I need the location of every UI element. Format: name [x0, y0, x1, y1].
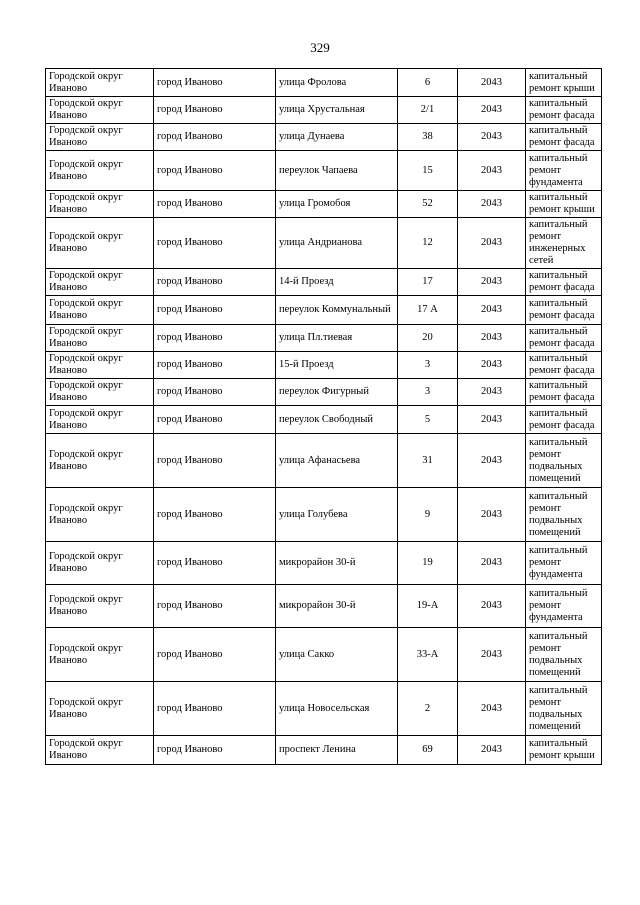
table-row: [46, 191, 602, 218]
work-type-cell: капитальный ремонт фундамента: [526, 585, 602, 628]
work-type-cell: капитальный ремонт инженерных сетей: [526, 218, 602, 269]
city-cell: город Иваново: [154, 269, 276, 296]
city-cell: город Иваново: [154, 379, 276, 406]
work-type-cell: капитальный ремонт фасада: [526, 406, 602, 434]
year-cell: 2043: [458, 191, 526, 218]
table-row: [46, 218, 602, 269]
street-cell: улица Голубева: [276, 488, 398, 542]
work-type-cell: капитальный ремонт фасада: [526, 325, 602, 352]
district-cell: Городской округ Иваново: [46, 736, 154, 765]
street-cell: улица Пл.тиевая: [276, 325, 398, 352]
year-cell: 2043: [458, 434, 526, 488]
district-cell: Городской округ Иваново: [46, 97, 154, 124]
street-cell: 15-й Проезд: [276, 352, 398, 379]
house-number-cell: 12: [398, 218, 458, 269]
street-cell: микрорайон 30-й: [276, 542, 398, 585]
table-row: [46, 269, 602, 296]
house-number-cell: 38: [398, 124, 458, 151]
city-cell: город Иваново: [154, 488, 276, 542]
district-cell: Городской округ Иваново: [46, 296, 154, 325]
district-cell: Городской округ Иваново: [46, 124, 154, 151]
house-number-cell: 6: [398, 69, 458, 97]
house-number-cell: 31: [398, 434, 458, 488]
table-row: [46, 69, 602, 97]
year-cell: 2043: [458, 406, 526, 434]
city-cell: город Иваново: [154, 434, 276, 488]
city-cell: город Иваново: [154, 682, 276, 736]
street-cell: улица Хрустальная: [276, 97, 398, 124]
city-cell: город Иваново: [154, 736, 276, 765]
table-row: [46, 542, 602, 585]
street-cell: улица Сакко: [276, 628, 398, 682]
city-cell: город Иваново: [154, 352, 276, 379]
table-row: [46, 325, 602, 352]
city-cell: город Иваново: [154, 191, 276, 218]
table-row: [46, 124, 602, 151]
year-cell: 2043: [458, 736, 526, 765]
year-cell: 2043: [458, 97, 526, 124]
city-cell: город Иваново: [154, 296, 276, 325]
table-row: [46, 406, 602, 434]
year-cell: 2043: [458, 488, 526, 542]
street-cell: улица Андрианова: [276, 218, 398, 269]
house-number-cell: 52: [398, 191, 458, 218]
city-cell: город Иваново: [154, 406, 276, 434]
district-cell: Городской округ Иваново: [46, 542, 154, 585]
house-number-cell: 2: [398, 682, 458, 736]
house-number-cell: 69: [398, 736, 458, 765]
street-cell: переулок Коммунальный: [276, 296, 398, 325]
year-cell: 2043: [458, 682, 526, 736]
house-number-cell: 3: [398, 379, 458, 406]
district-cell: Городской округ Иваново: [46, 379, 154, 406]
table-row: [46, 682, 602, 736]
work-type-cell: капитальный ремонт фасада: [526, 269, 602, 296]
work-type-cell: капитальный ремонт крыши: [526, 69, 602, 97]
district-cell: Городской округ Иваново: [46, 69, 154, 97]
city-cell: город Иваново: [154, 628, 276, 682]
work-type-cell: капитальный ремонт фасада: [526, 352, 602, 379]
work-type-cell: капитальный ремонт фундамента: [526, 542, 602, 585]
work-type-cell: капитальный ремонт фундамента: [526, 151, 602, 191]
table-row: [46, 736, 602, 765]
district-cell: Городской округ Иваново: [46, 218, 154, 269]
street-cell: улица Афанасьева: [276, 434, 398, 488]
year-cell: 2043: [458, 585, 526, 628]
street-cell: 14-й Проезд: [276, 269, 398, 296]
street-cell: переулок Свободный: [276, 406, 398, 434]
city-cell: город Иваново: [154, 585, 276, 628]
table-row: [46, 585, 602, 628]
city-cell: город Иваново: [154, 325, 276, 352]
work-type-cell: капитальный ремонт подвальных помещений: [526, 628, 602, 682]
street-cell: микрорайон 30-й: [276, 585, 398, 628]
district-cell: Городской округ Иваново: [46, 585, 154, 628]
house-number-cell: 9: [398, 488, 458, 542]
house-number-cell: 15: [398, 151, 458, 191]
year-cell: 2043: [458, 296, 526, 325]
table-row: [46, 352, 602, 379]
street-cell: улица Фролова: [276, 69, 398, 97]
house-number-cell: 17: [398, 269, 458, 296]
house-number-cell: 19: [398, 542, 458, 585]
year-cell: 2043: [458, 628, 526, 682]
page-number: 329: [310, 40, 330, 55]
district-cell: Городской округ Иваново: [46, 434, 154, 488]
house-number-cell: 3: [398, 352, 458, 379]
house-number-cell: 20: [398, 325, 458, 352]
city-cell: город Иваново: [154, 69, 276, 97]
table-row: [46, 434, 602, 488]
table-row: [46, 379, 602, 406]
table-row: [46, 296, 602, 325]
city-cell: город Иваново: [154, 97, 276, 124]
house-number-cell: 2/1: [398, 97, 458, 124]
city-cell: город Иваново: [154, 542, 276, 585]
repair-registry-table: [45, 68, 602, 765]
work-type-cell: капитальный ремонт фасада: [526, 379, 602, 406]
city-cell: город Иваново: [154, 218, 276, 269]
city-cell: город Иваново: [154, 124, 276, 151]
work-type-cell: капитальный ремонт фасада: [526, 296, 602, 325]
table-row: [46, 488, 602, 542]
street-cell: улица Новосельская: [276, 682, 398, 736]
district-cell: Городской округ Иваново: [46, 191, 154, 218]
year-cell: 2043: [458, 352, 526, 379]
work-type-cell: капитальный ремонт подвальных помещений: [526, 434, 602, 488]
table-row: [46, 151, 602, 191]
street-cell: улица Дунаева: [276, 124, 398, 151]
year-cell: 2043: [458, 151, 526, 191]
street-cell: переулок Чапаева: [276, 151, 398, 191]
work-type-cell: капитальный ремонт фасада: [526, 124, 602, 151]
house-number-cell: 33-А: [398, 628, 458, 682]
work-type-cell: капитальный ремонт подвальных помещений: [526, 488, 602, 542]
year-cell: 2043: [458, 325, 526, 352]
district-cell: Городской округ Иваново: [46, 682, 154, 736]
year-cell: 2043: [458, 218, 526, 269]
street-cell: проспект Ленина: [276, 736, 398, 765]
district-cell: Городской округ Иваново: [46, 628, 154, 682]
house-number-cell: 5: [398, 406, 458, 434]
district-cell: Городской округ Иваново: [46, 269, 154, 296]
work-type-cell: капитальный ремонт подвальных помещений: [526, 682, 602, 736]
district-cell: Городской округ Иваново: [46, 406, 154, 434]
district-cell: Городской округ Иваново: [46, 352, 154, 379]
work-type-cell: капитальный ремонт крыши: [526, 736, 602, 765]
district-cell: Городской округ Иваново: [46, 488, 154, 542]
street-cell: улица Громобоя: [276, 191, 398, 218]
year-cell: 2043: [458, 269, 526, 296]
table-row: [46, 97, 602, 124]
year-cell: 2043: [458, 69, 526, 97]
year-cell: 2043: [458, 379, 526, 406]
house-number-cell: 19-А: [398, 585, 458, 628]
house-number-cell: 17 А: [398, 296, 458, 325]
year-cell: 2043: [458, 542, 526, 585]
district-cell: Городской округ Иваново: [46, 151, 154, 191]
street-cell: переулок Фигурный: [276, 379, 398, 406]
work-type-cell: капитальный ремонт крыши: [526, 191, 602, 218]
city-cell: город Иваново: [154, 151, 276, 191]
district-cell: Городской округ Иваново: [46, 325, 154, 352]
year-cell: 2043: [458, 124, 526, 151]
work-type-cell: капитальный ремонт фасада: [526, 97, 602, 124]
table-row: [46, 628, 602, 682]
table-body: [46, 69, 602, 765]
